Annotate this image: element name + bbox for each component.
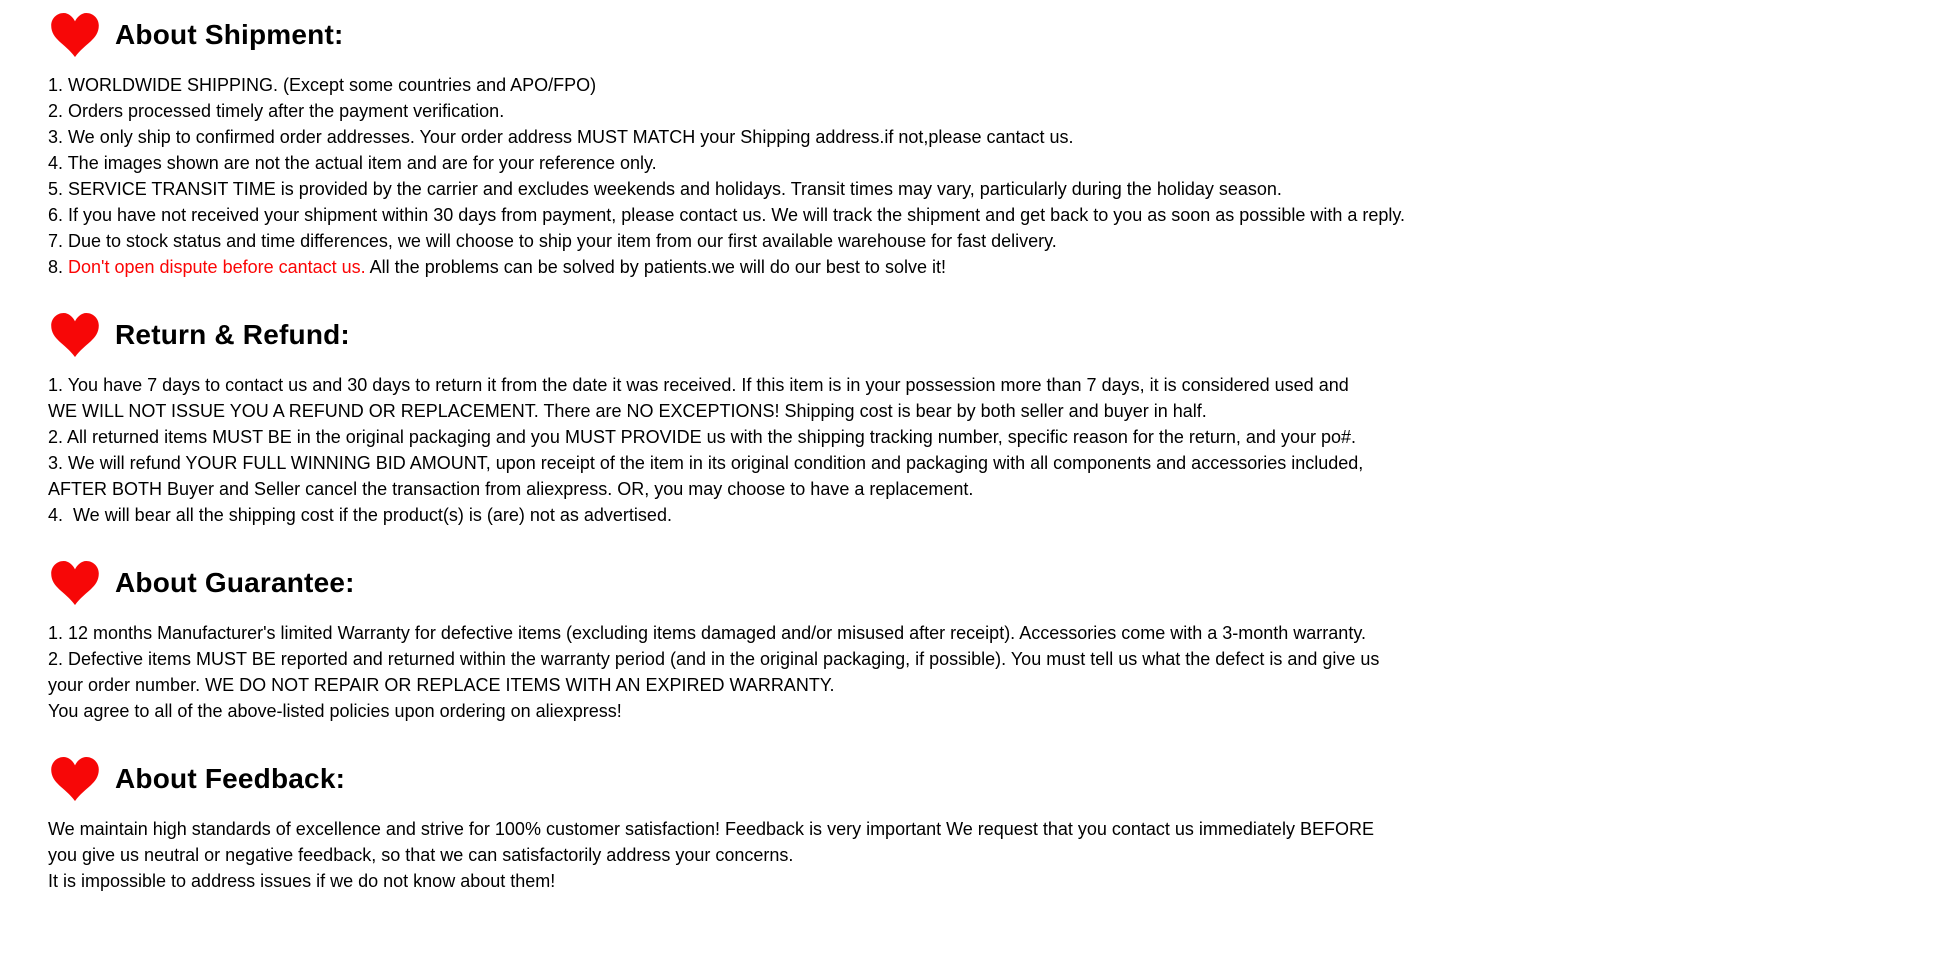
- section-title: About Feedback:: [115, 762, 346, 794]
- policy-text: 2. All returned items MUST BE in the original packaging and you MUST PROVIDE us with the shipping tracking number, specific reason for the return, and your po#.: [48, 427, 1356, 447]
- policy-text: your order number. WE DO NOT REPAIR OR REPLACE ITEMS WITH AN EXPIRED WARRANTY.: [48, 675, 835, 695]
- policy-text: 2. Orders processed timely after the payment verification.: [48, 101, 505, 121]
- policy-line: [48, 424, 1906, 450]
- section-body: [40, 620, 1906, 724]
- policy-text: WE WILL NOT ISSUE YOU A REFUND OR REPLACEMENT. There are NO EXCEPTIONS! Shipping cost is bear by both seller and buyer in half.: [48, 401, 1207, 421]
- policy-text: We maintain high standards of excellence and strive for 100% customer satisfaction! Feedback is very important We request that you contact us immediately BEFORE: [48, 819, 1374, 839]
- policy-text: 1. You have 7 days to contact us and 30 days to return it from the date it was received. If this item is in your possession more than 7 days, it is considered used and: [48, 375, 1349, 395]
- policy-text: 6. If you have not received your shipment within 30 days from payment, please contact us. We will track the shipment and get back to you as soon as possible with a reply.: [48, 205, 1406, 225]
- red-warning-text: Don't open dispute before cantact us.: [68, 257, 366, 277]
- policy-sections: [40, 12, 1906, 894]
- section-header: [40, 560, 1906, 606]
- policy-line: [48, 620, 1906, 646]
- heart-icon: [50, 313, 100, 357]
- section-body: [40, 372, 1906, 528]
- policy-text: you give us neutral or negative feedback, so that we can satisfactorily address your concerns.: [48, 845, 794, 865]
- heart-icon: [50, 561, 100, 605]
- policy-line: [48, 672, 1906, 698]
- policy-text: 2. Defective items MUST BE reported and returned within the warranty period (and in the original packaging, if possible). You must tell us what the defect is and give us: [48, 649, 1380, 669]
- policy-line: [48, 98, 1906, 124]
- policy-line: [48, 228, 1906, 254]
- policy-text: 8.: [48, 257, 69, 277]
- policy-line: [48, 502, 1906, 528]
- section-body: [40, 72, 1906, 280]
- policy-text: 3. We will refund YOUR FULL WINNING BID AMOUNT, upon receipt of the item in its original condition and packaging with all components and accessories included,: [48, 453, 1364, 473]
- section-header: [40, 756, 1906, 802]
- policy-text: 1. 12 months Manufacturer's limited Warranty for defective items (excluding items damaged and/or misused after receipt). Accessories come with a 3-month warranty.: [48, 623, 1366, 643]
- policy-text: 7. Due to stock status and time differences, we will choose to ship your item from our first available warehouse for fast delivery.: [48, 231, 1057, 251]
- policy-line: [48, 176, 1906, 202]
- policy-line: [48, 868, 1906, 894]
- policy-text: All the problems can be solved by patients.we will do our best to solve it!: [365, 257, 946, 277]
- policy-line: [48, 476, 1906, 502]
- section-title: Return & Refund:: [115, 318, 350, 350]
- policy-text: 5. SERVICE TRANSIT TIME is provided by the carrier and excludes weekends and holidays. Transit times may vary, particularly during the holiday season.: [48, 179, 1282, 199]
- policy-line: [48, 72, 1906, 98]
- policy-line: [48, 698, 1906, 724]
- policy-line: [48, 150, 1906, 176]
- policy-section: [40, 12, 1906, 280]
- heart-icon: [50, 13, 100, 57]
- policy-line: [48, 646, 1906, 672]
- heart-icon: [50, 757, 100, 801]
- policy-text: 4. We will bear all the shipping cost if the product(s) is (are) not as advertised.: [48, 505, 672, 525]
- policy-line: [48, 372, 1906, 398]
- policy-line: [48, 254, 1906, 280]
- policy-line: [48, 202, 1906, 228]
- section-header: [40, 312, 1906, 358]
- policy-line: [48, 124, 1906, 150]
- policy-text: 1. WORLDWIDE SHIPPING. (Except some countries and APO/FPO): [48, 75, 597, 95]
- section-title: About Guarantee:: [115, 566, 355, 598]
- section-body: [40, 816, 1906, 894]
- section-header: [40, 12, 1906, 58]
- policy-line: [48, 398, 1906, 424]
- policy-text: 4. The images shown are not the actual item and are for your reference only.: [48, 153, 657, 173]
- policy-line: [48, 450, 1906, 476]
- policy-section: [40, 756, 1906, 894]
- policy-text: You agree to all of the above-listed policies upon ordering on aliexpress!: [48, 701, 622, 721]
- section-title: About Shipment:: [115, 18, 344, 50]
- policy-section: [40, 560, 1906, 724]
- policy-text: AFTER BOTH Buyer and Seller cancel the transaction from aliexpress. OR, you may choose to have a replacement.: [48, 479, 974, 499]
- policy-text: It is impossible to address issues if we do not know about them!: [48, 871, 556, 891]
- policy-line: [48, 816, 1906, 842]
- policy-line: [48, 842, 1906, 868]
- policy-text: 3. We only ship to confirmed order addresses. Your order address MUST MATCH your Shipping address.if not,please cantact us.: [48, 127, 1074, 147]
- policy-section: [40, 312, 1906, 528]
